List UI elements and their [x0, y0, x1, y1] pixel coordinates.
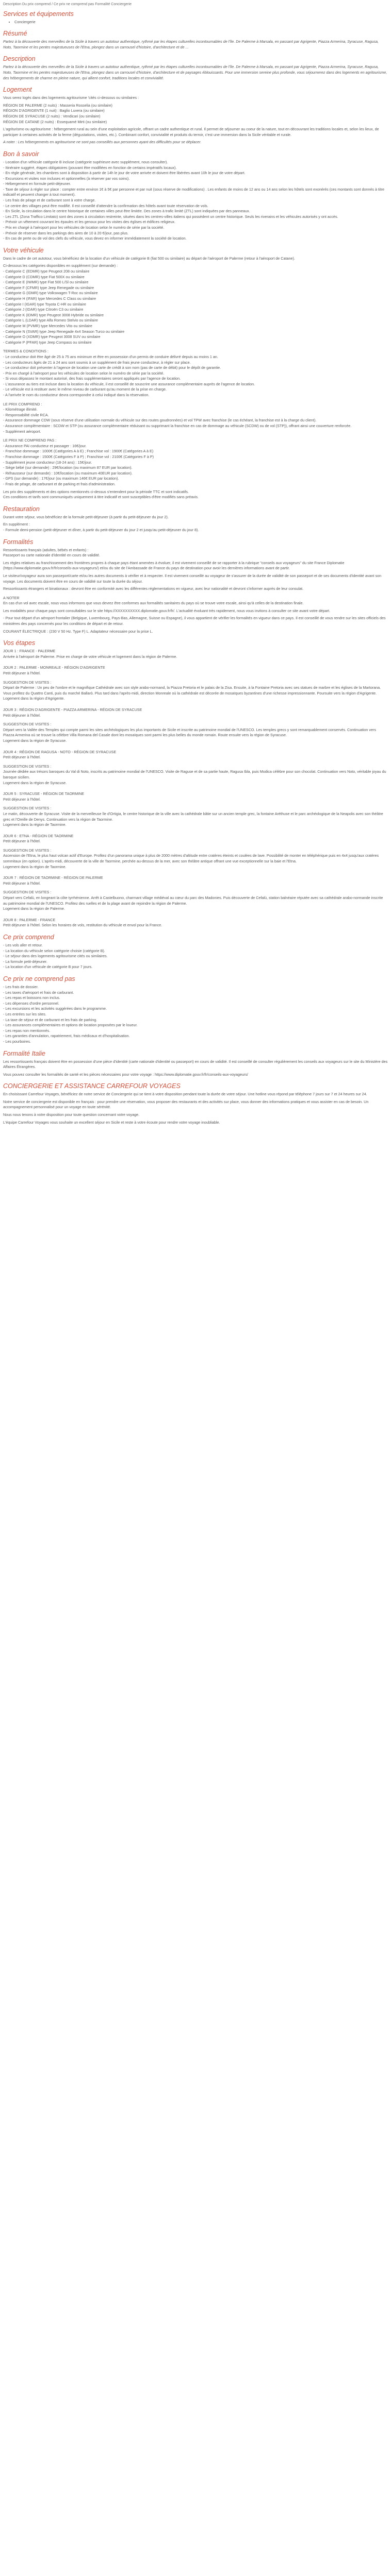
savoir-line: - En Sicile, la circulation dans le centre historique de certaines villes peut être limitée. Des zones à trafic limité (ZTL) sont indiquées par des panneaux. [3, 209, 250, 214]
excludes-line: - Frais de péage, de carburant et de parking et frais d'administration. [3, 481, 116, 486]
terms-title: TERMES & CONDITIONS : [3, 349, 48, 354]
prix-line: - Le séjour dans des logements agritourisme cités ou similaires. [3, 954, 108, 959]
day-suggestion-title: SUGGESTION DE VISITES : [3, 764, 52, 769]
excludes-line: - Siège bébé (sur demande) : 29€/location (ou maximum 87 EUR par location). [3, 465, 133, 470]
savoir-line: - Prix en chargé à l'aéroport pour les véhicules de location selon le numéro de série par la société. [3, 225, 165, 230]
nonprix-line: - Les pourboires. [3, 1039, 31, 1044]
bon-a-savoir-list [3, 160, 388, 242]
formalites-heading: Formalités [3, 538, 34, 546]
resume-heading: Résumé [3, 30, 27, 38]
logement-line: RÉGION DE SYRACUSE (2 nuits) : Vendicari (ou similaire) [3, 113, 101, 118]
day-body: Petit déjeuner à l'hôtel. [3, 671, 41, 676]
day-4 [3, 750, 388, 786]
savoir-line: - Itinéraire suggéré, étapes obligatoires (pouvant être modifiées en fonction de certains impératifs locaux). [3, 165, 177, 170]
day-2 [3, 665, 388, 702]
savoir-line: - Prévoir un vêtement couvrant les épaules et les genoux pour les visites des églises et édifices religieux. [3, 219, 175, 225]
savoir-line: - Excursions et visites non incluses et optionnelles (à réserver par vos soins). [3, 176, 130, 181]
day-8 [3, 918, 388, 928]
vehicle-price-excludes-title: LE PRIX NE COMPREND PAS : [3, 438, 57, 443]
day-body: Petit déjeuner à l'hôtel. Selon les horaires de vols, restitution du véhicule et envol pour la France. [3, 923, 162, 928]
vehicule-line: - Catégorie N (SVAR) type Jeep Renegade 4x4 Season Turco ou similaire [3, 329, 125, 334]
day-end: Logement dans la région de Syracuse. [3, 780, 67, 785]
day-body: Arrivée à l'aéroport de Palerme. Prise en charge de votre véhicule et logement dans la région de Palerme. [3, 654, 177, 659]
excludes-line: - Réhausseur (sur demande) : 10€/location (ou maximum 40EUR par location). [3, 470, 133, 476]
vehicule-line: - Catégorie E (IWMR) type Fiat 500 L/Sl ou similaire [3, 280, 89, 285]
day-3 [3, 707, 388, 744]
day-detail: Ascension de l'Etna, le plus haut volcan actif d'Europe. Profitez d'un panorama unique à plus de 2000 mètres d'altitude entre cratères éteints et coulées de lave. Possibilité de monter en téléphérique puis en 4x4 jusqu'aux cratères sommitaux (en option). L'après-midi, découverte de la ville de Taormine, perchée au-dessus de la mer, avec son théâtre antique offrant une vue exceptionnelle sur la baie et l'Etna. [3, 853, 379, 864]
includes-line: - Supplément aéroport. [3, 429, 41, 434]
logement-list [3, 103, 388, 125]
restauration-extra [3, 522, 388, 533]
day-end: Logement dans la région de Taormine. [3, 864, 67, 869]
restauration-line: En supplément : [3, 522, 30, 527]
day-title: JOUR 4 : RÉGION DE RAGUSA - NOTO - RÉGION DE SYRACUSE [3, 749, 117, 754]
logement-paragraph: L'agriturismo ou agritourisme : hébergement rural au sein d'une exploitation agricole, offrant un cadre authentique et rural. Il permet de séjourner au coeur de la nature, tout en découvrant les traditions locales et, selon les lieux, de participer à certaines activités de la ferme (dégustations, visites, etc.). Combinant confort, convivialité et produits du terroir, c'est une immersion dans la Sicile véritable et rurale. [3, 127, 379, 137]
prix-line: - La location d'un véhicule de catégorie B pour 7 jours. [3, 964, 93, 970]
day-body: Petit déjeuner à l'hôtel. [3, 839, 41, 844]
vehicule-line: - Catégorie P (PFAR) type Jeep Compass ou similaire [3, 340, 92, 345]
day-body: Petit déjeuner à l'hôtel. [3, 713, 41, 718]
formalites-paragraph: - Pour tout départ d'un aéroport frontalier (Belgique, Luxembourg, Pays-Bas, Allemagne, Suisse ou Espagne), il vous appartient de vérifier les formalités en vigueur dans ce pays. Il est conseillé de vous rendre sur les sites officiels des ministères des pays concernés pour les conditions de départ et de retour. [3, 616, 386, 626]
day-detail: Le matin, découverte de Syracuse. Visite de la merveilleuse île d'Ortigia, le centre historique de la ville avec la cathédrale bâtie sur un ancien temple grec, la fontaine Aréthuse et le parc archéologique de la Neapolis avec son théâtre grec et l'Oreille de Denys. Continuation vers la région de Taormine. [3, 811, 383, 822]
day-5 [3, 791, 388, 828]
bon-a-savoir-heading: Bon à savoir [3, 150, 39, 158]
vehicle-price-includes-list [3, 407, 388, 434]
prix-comprend-heading: Ce prix comprend [3, 934, 54, 941]
prix-ne-comprend-pas-list [3, 985, 388, 1045]
vehicule-line: - Catégorie O (XDMR) type Peugeot 3008 SUV ou similaire [3, 334, 101, 340]
includes-line: - Kilométrage illimité. [3, 407, 38, 412]
terms-line: - Prix en chargé à l'aéroport pour les véhicules de location selon le numéro de série par la société. [3, 370, 165, 376]
savoir-line: - Le centre des villages peut être modifié. Il est conseillé d'attendre la confirmation des hôtels avant toute réservation de vols. [3, 203, 208, 208]
logement-line: RÉGION DE CATANE (2 nuits) : Essequamé Mirti (ou similaire) [3, 119, 107, 124]
vehicle-note: Ces conditions et tarifs sont communiqués uniquement à titre indicatif et sont susceptibles d'être modifiés sans préavis. [3, 495, 199, 500]
excludes-line: - Assurance PAI conducteur et passager : 16€/jour. [3, 443, 87, 448]
day-suggestion-title: SUGGESTION DE VISITES : [3, 806, 52, 811]
vehicle-notes [3, 489, 388, 500]
day-end: Logement dans la région de Taormine. [3, 822, 67, 827]
vehicule-line: - Catégorie I (IGAR) type Toyota C-HR ou similaire [3, 301, 86, 307]
nonprix-line: - Les excursions et les activités suggérées dans le programme. [3, 1006, 107, 1011]
terms-line: - Si vous dépassez le montant autorisé, des frais supplémentaires seront appliqués par l'agence de location. [3, 376, 181, 381]
breadcrumb: Description Du prix comprend / Ce prix ne comprend pas Formalité Conciergerie [3, 3, 132, 6]
logement-intro: Vous serez logés dans des logements agritourisme 'cités ci-dessous ou similaires : [3, 95, 139, 100]
services-list [14, 20, 388, 25]
page [0, 0, 391, 1125]
vehicle-price-includes-title: LE PRIX COMPREND : [3, 401, 42, 406]
day-end: Logement dans la région de Palerme. [3, 906, 65, 911]
day-suggestion-title: SUGGESTION DE VISITES : [3, 848, 52, 853]
day-title: JOUR 1 : FRANCE - PALERME [3, 649, 56, 654]
formalite-italie-heading: Formalité Italie [3, 1049, 45, 1057]
vehicle-note: Les prix des suppléments et des options mentionnés ci-dessus s'entendent pour la période TTC et sont indicatifs. [3, 489, 189, 494]
day-7 [3, 875, 388, 912]
terms-list [3, 354, 388, 398]
nonprix-line: - Les garanties d'annulation, rapatriement, frais médicaux et d'hospitalisation. [3, 1033, 130, 1039]
resume-text: Partez à la découverte des merveilles de la Sicile à travers un autotour authentique, rythmé par les étapes culturelles incontournables de l'île. De Palerme à Marsala, en passant par Agrigente, Piazza Armerina, Syracuse, Ragusa, Noto, Taormine et les pentes majestueuses de l'Etna, plongez dans un carrousel d'histoire, d'architecture et de ... [3, 39, 379, 49]
day-1 [3, 649, 388, 659]
day-end: Logement dans la région de Syracuse. [3, 738, 67, 743]
vehicule-line: - Catégorie C (EDMR) type Peugeot 208 ou similaire [3, 269, 90, 274]
conciergerie-text: Notre service de conciergerie est disponible en français : pour prendre une réservation, vous proposer des restaurants et des activités sur place, vous donner des informations pratiques et vous assister en cas de besoin. Un accompagnement personnalisé pour un voyage en toute sérénité. [3, 1099, 369, 1110]
day-detail: Journée dédiée aux trésors baroques du Val di Noto, inscrits au patrimoine mondial de l'UNESCO. Visite de Raguse et de sa partie haute, Ragusa Ibla, puis Modica célèbre pour son chocolat. Continuation vers Noto, véritable joyau du baroque sicilien. [3, 769, 386, 779]
day-end: Logement dans la région d'Agrigente. [3, 696, 65, 701]
formalites-note-title: A NOTER [3, 595, 20, 600]
vehicule-line: - Catégorie G (IDMR) type Volkswagen T-Roc ou similaire [3, 291, 98, 296]
nonprix-line: - Les taxes d'aéroport et frais de carburant. [3, 990, 74, 995]
vehicle-price-excludes-list [3, 444, 388, 487]
conciergerie-text: L'équipe Carrefour Voyages vous souhaite un excellent séjour en Sicile et reste à votre écoute pour rendre votre voyage inoubliable. [3, 1120, 220, 1125]
savoir-line: - En cas de perte ou de vol des clefs du véhicule, vous devez en informer immédiatement la société de location. [3, 236, 187, 241]
savoir-line: - Location d'un véhicule catégorie B incluse (catégorie supérieure avec supplément, nous consulter). [3, 159, 168, 164]
day-title: JOUR 7 : RÉGION DE TAORMINE - RÉGION DE PALERME [3, 875, 103, 880]
services-item: • Conciergerie [14, 20, 388, 25]
formalites-paragraph: Les règles relatives au franchissement des frontières propres à chaque pays étant amenées à évoluer, il est vivement conseillé de se rapporter à la rubrique "conseils aux voyageurs" du site France Diplomatie (https://www.diplomatie.gouv.fr/fr/conseils-aux-voyageurs/) et/ou du site de l'Ambassade de France du pays de destination pour avoir les dernières informations avant de partir. [3, 560, 345, 571]
vehicule-heading: Votre véhicule [3, 246, 44, 254]
includes-line: - Assurance complémentaire : SCDW et STP (ou assurance complémentaire réduisant ou supprimant la franchise en cas de dommage au véhicule (SCDW) ou de vol (STP)), offrant ainsi une couverture renforcée. [3, 423, 352, 429]
savoir-line: - Prévoir de réserver dans les parkings des aires de 10 à 20 €/jour, pas plus. [3, 230, 128, 235]
logement-note: A noter : Les hébergements en agritourisme ne sont pas conseillés aux personnes ayant des difficultés pour se déplacer. [3, 140, 202, 145]
terms-line: - L'assurance au tiers est incluse dans la location du véhicule, il est conseillé de souscrire une assurance complémentaire auprès de l'agence de location. [3, 381, 255, 386]
vehicule-categories [3, 263, 388, 345]
day-body: Petit déjeuner à l'hôtel. [3, 755, 41, 760]
day-title: JOUR 6 : ETNA - RÉGION DE TAORMINE [3, 833, 74, 838]
formalites-line: Passeport ou carte nationale d'identité en cours de validité. [3, 553, 100, 558]
nonprix-line: - Les frais de dossier. [3, 984, 39, 989]
day-title: JOUR 2 : PALERME - MONREALE - RÉGION D'AGRIGENTE [3, 665, 105, 670]
day-detail: Départ vers la Vallée des Temples qui compte parmi les sites archéologiques les plus importants de Sicile et inscrite au patrimoine mondial de l'UNESCO. Les temples grecs y sont remarquablement conservés. Continuation vers Piazza Armerina où se trouve la célèbre Villa Romana del Casale dont les mosaïques sont parmi les plus belles du monde romain. Route ensuite vers la région de Syracuse. [3, 727, 376, 738]
day-body: Petit déjeuner à l'hôtel. [3, 796, 41, 802]
formalites-line: Ressortissants français (adultes, bébés et enfants) : [3, 547, 89, 552]
description-heading: Description [3, 55, 36, 63]
vehicule-line: Ci-dessous les catégories disponibles en supplément (sur demande) : [3, 263, 118, 268]
terms-line: - Le véhicule est à restituer avec le même niveau de carburant qu'au moment de la prise en charge. [3, 387, 167, 392]
restauration-text: Durant votre séjour, vous bénéficiez de la formule petit-déjeuner (à partir du petit-déjeuner du jour 2). [3, 514, 169, 519]
prix-line: - La location du véhicule selon catégorie choisie (catégorie B). [3, 948, 105, 953]
day-suggestion-title: SUGGESTION DE VISITES : [3, 890, 52, 895]
prix-ne-comprend-pas-heading: Ce prix ne comprend pas [3, 975, 75, 982]
vehicule-line: - Catégorie L (LDAR) type Alfa Romeo Stelvio ou similaire [3, 318, 98, 323]
savoir-line: - Les ZTL (Zona Traffico Limitato) sont des zones à circulation restreinte, situées dans les centres-villes italiens qui possèdent un centre historique. Seuls les riverains et les véhicules autorisés y ont accès. [3, 214, 338, 219]
savoir-line: - Hébergement en formule petit-déjeuner. [3, 181, 71, 187]
savoir-line: - Taxe de séjour à régler sur place : compter entre environ 1€ à 5€ par personne et par nuit (sous réserve de modifications) . Les enfants de moins de 12 ans ou 14 ans selon les hôtels sont exonérés (ces montants sont donnés à titre indicatif et peuvent changer à tout moment). [3, 187, 385, 197]
excludes-line: - Franchise dommage : 1000€ (Catégories A à E) ; Franchise vol : 1900€ (Catégories A à E) [3, 449, 154, 454]
conciergerie-text: Nous nous tenons à votre disposition pour toute question concernant votre voyage. [3, 1112, 140, 1117]
day-detail: Départ de Palerme : Un peu de l'ombre et le magnifique Cathédrale avec son style arabo-normand, la Piazza Pretoria et le palais de la Zisa. Ensuite, à la Fontaine Pretoria avec ses statues de marbre et les églises de la Martorana. Vous profitez du Quattro Canti, puis du marché Ballarò. Plus tard dans l'après-midi, direction Monreale où la cathédrale est décorée de mosaïques byzantines d'une richesse impressionnante. Poursuite vers la région d'Agrigente. [3, 685, 381, 696]
formalites-paragraph: En cas d'un vol avec escale, nous vous informons que vous devrez être conformes aux formalités sanitaires du pays où se trouve votre escale, ainsi qu'à celles de la destination finale. [3, 601, 304, 606]
services-heading: Services et équipements [3, 10, 74, 18]
vehicule-line: - Catégorie F (CFMR) type Jeep Renegade ou similaire [3, 285, 94, 290]
day-body: Petit déjeuner à l'hôtel. [3, 880, 41, 886]
day-detail: Départ vers Cefalù, en longeant la côte tyrrhénienne. Arrêt à Castelbuono, charmant village médiéval au cœur du parc des Madonies. Puis découverte de Cefalù, station balnéaire réputée avec sa cathédrale arabo-normande inscrite au patrimoine mondial de l'UNESCO. Profitez des ruelles et de la plage avant de rejoindre la région de Palerme. [3, 895, 383, 906]
savoir-line: - En règle générale, les chambres sont à disposition à partir de 14h le jour de votre arrivée et doivent être libérées avant 10h le jour de votre départ. [3, 171, 246, 176]
vehicule-text: Dans le cadre de cet autotour, vous bénéficiez de la location d'un véhicule de catégorie B (fiat 500 ou similaire) au départ de l'aéroport de Palerme (retour à l'aéroport de Catane). [3, 256, 295, 261]
vehicule-line: - Catégorie K (IDMR) type Peugeot 3008 Hybride ou similaire [3, 312, 104, 317]
savoir-line: - Les frais de péage et de carburant sont à votre charge. [3, 198, 96, 203]
formalites-list [3, 548, 388, 558]
logement-heading: Logement [3, 86, 32, 94]
description-text: Partez à la découverte des merveilles de la Sicile à travers un autotour authentique, rythmé par les étapes culturelles incontournables de l'île. De Palerme à Marsala, en passant par Agrigente, Piazza Armerina, Syracuse, Ragusa, Noto, Taormine et les pentes majestueuses de l'Etna, plongez dans un carrousel d'histoire, d'architecture et de paysages éblouissants. Pour une immersion sereine plus profonde, vous séjournerez dans des logements en agritourisme, des hébergements de charme en pleine nature, qui allient confort, traditions locales et convivialité. [3, 64, 387, 80]
excludes-line: - GPS (sur demande) : 17€/jour (ou maximum 146€ EUR par location). [3, 476, 119, 481]
includes-line: - Assurance dommage CDW (sous réserve d'une utilisation normale du véhicule sur des routes goudronnées) et vol TPW avec franchise (le cas échéant, la franchise est à la charge du client). [3, 418, 317, 423]
prix-comprend-list [3, 943, 388, 970]
excludes-line: - Franchise dommage : 1500€ (Catégories F à P) ; Franchise vol : 2100€ (Catégories F à P) [3, 454, 154, 459]
terms-line: - Le conducteur doit présenter à l'agence de location une carte de crédit à son nom (pas de carte de débit) pour le dépôt de garantie. [3, 365, 221, 370]
vehicule-line: - Catégorie D (CDMR) type Fiat 500X ou similaire [3, 274, 85, 279]
terms-line: - Le conducteur doit être âgé de 25 à 75 ans minimum et être en possession d'un permis de conduire délivré depuis au moins 1 an. [3, 354, 218, 359]
etapes-heading: Vos étapes [3, 639, 36, 647]
day-suggestion-title: SUGGESTION DE VISITES : [3, 680, 52, 685]
restauration-line: - Formule demi-pension (petit-déjeuner et dîner, à partir du petit-déjeuner du jour 2 et jusqu'au petit-déjeuner du jour 8). [3, 527, 199, 532]
formalite-italie-text: Vous pouvez consulter les formalités de santé et les pièces nécessaires pour votre voyage : https://www.diplomatie.gouv.fr/fr/conseils-aux-voyageurs/ [3, 1072, 248, 1077]
excludes-line: - Supplément jeune conducteur (18-24 ans) : 15€/jour. [3, 460, 92, 465]
formalites-paragraph: Le visiteur/voyageur aura son passeport/carte et/ou les autres documents à vérifier et à respecter. Il est vivement conseillé au voyageur de s'assurer de la durée de validité de son passeport et de ses documents d'identité avant son voyage. Les documents doivent être en cours de validité sur toute la durée du séjour. [3, 573, 382, 584]
conciergerie-text: En choisissant Carrefour Voyages, bénéficiez de notre service de Conciergerie qui se tient à votre disposition pendant toute la durée de votre séjour. Une hotline vous répond par téléphone 7 jours sur 7 et 24 heures sur 24. [3, 1092, 367, 1097]
vehicule-line: - Catégorie M (PVMR) type Mercedes Vito ou similaire [3, 323, 92, 328]
day-title: JOUR 3 : RÉGION D'AGRIGENTE - PIAZZA ARMERINA - RÉGION DE SYRACUSE [3, 707, 142, 712]
prix-line: - Les vols aller et retour. [3, 943, 43, 947]
restauration-heading: Restauration [3, 505, 40, 513]
formalites-electric: COURANT ÉLECTRIQUE : (230 V 50 Hz. Type F) L. Adaptateur nécessaire pour la prise L. [3, 629, 153, 634]
prix-line: - La formule petit-déjeuner. [3, 959, 47, 964]
vehicule-line: - Catégorie J (IDAR) type Citroën C3 ou similaire [3, 307, 84, 312]
formalites-paragraph: Ressortissants étrangers et binationaux : devront être en conformité avec les différentes réglementations en vigueur, avec leur nationalité et devront s'informer auprès de leur consulat. [3, 586, 304, 591]
includes-line: - Responsabilité civile RCA. [3, 412, 49, 417]
nonprix-line: - Les repas et boissons non inclus. [3, 995, 60, 1001]
nonprix-line: - Les assurances complémentaires et options de location proposées par le loueur. [3, 1023, 138, 1028]
day-title: JOUR 5 : SYRACUSE - RÉGION DE TAORMINE [3, 791, 85, 796]
nonprix-line: - Les repas non mentionnés. [3, 1028, 51, 1033]
nonprix-line: - Les dépenses d'ordre personnel. [3, 1001, 59, 1006]
formalite-italie-text: Les ressortissants français doivent être en possession d'une pièce d'identité (carte nationale d'identité ou passeport) en cours de validité. Il est conseillé de consulter régulièrement les conseils aux voyageurs sur le site du Ministère des Affaires Étrangères. [3, 1059, 388, 1070]
logement-line: RÉGION DE PALERME (2 nuits) : Masseria Rosselia (ou similaire) [3, 103, 112, 108]
nonprix-line: - Les entrées sur les sites. [3, 1011, 46, 1016]
terms-line: - Les conducteurs âgés de 21 à 24 ans sont soumis à un supplément de frais jeune conducteur, à régler sur place. [3, 360, 191, 365]
day-title: JOUR 8 : PALERME - FRANCE [3, 917, 56, 922]
formalites-paragraph: Les modalités pour chaque pays sont consultables sur le site https://XXXXXXXXXX.diplomatie.gouv.fr/fr/. L'actualité évoluant très rapidement, nous vous invitons à consulter ce site avant votre départ. [3, 608, 331, 613]
vehicule-line: - Catégorie H (IFAR) type Mercedes C Class ou similaire [3, 296, 96, 301]
day-suggestion-title: SUGGESTION DE VISITES : [3, 722, 52, 727]
nonprix-line: - La taxe de séjour et de carburant et les frais de parking. [3, 1017, 97, 1022]
day-6 [3, 834, 388, 870]
terms-line: - A l'arrivée le nom du conducteur devra correspondre à celui indiqué dans la réservation. [3, 393, 150, 398]
logement-line: RÉGION D'AGRIGENTE (1 nuit) : Baglio Luvera (ou similaire) [3, 108, 105, 113]
conciergerie-heading: CONCIERGERIE ET ASSISTANCE CARREFOUR VOYAGES [3, 1082, 181, 1090]
